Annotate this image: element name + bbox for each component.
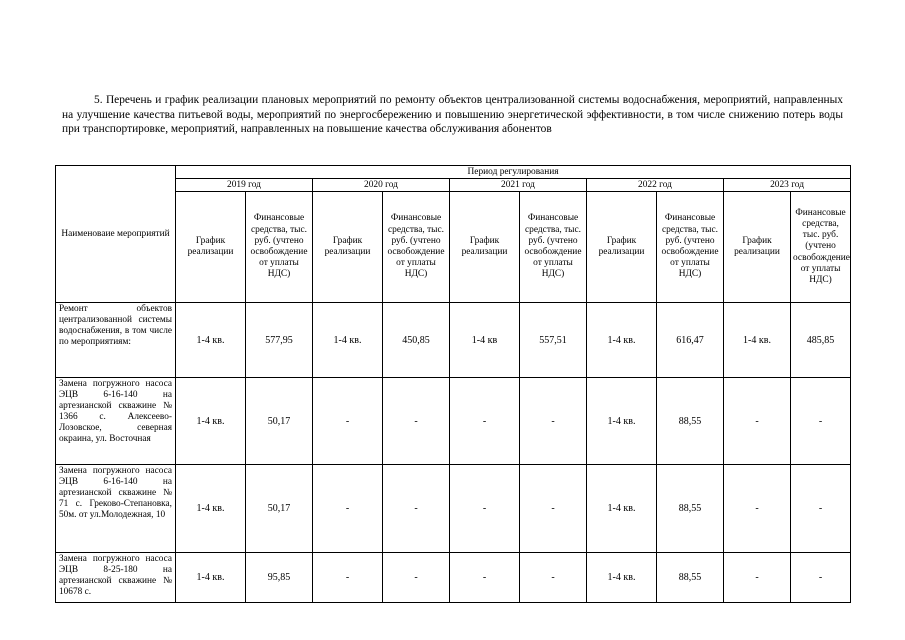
schedule-cell: - [724, 465, 791, 553]
year-header: 2022 год [587, 179, 724, 192]
name-column-header: Наименоваие мероприятий [56, 166, 176, 303]
schedule-cell: 1-4 кв. [587, 465, 657, 553]
finance-cell: - [791, 553, 851, 603]
finance-cell: - [520, 553, 587, 603]
finance-cell: 50,17 [246, 465, 313, 553]
schedule-header: График реализации [587, 192, 657, 303]
year-header: 2021 год [450, 179, 587, 192]
finance-cell: 95,85 [246, 553, 313, 603]
year-header-row [56, 179, 851, 192]
schedule-header: График реализации [313, 192, 383, 303]
finance-cell: 88,55 [657, 553, 724, 603]
finance-cell: 88,55 [657, 465, 724, 553]
finance-header: Финансовые средства, тыс. руб. (учтено освобождение от уплаты НДС) [791, 192, 851, 303]
measure-name: Замена погружного насоса ЭЦВ 8-25-180 на артезианской скважине № 10678 с. [56, 553, 176, 603]
section-heading: 5. Перечень и график реализации плановых мероприятий по ремонту объектов централизованной системы водоснабжения, мероприятий, направленных на улучшение качества питьевой воды, мероприятий по энергосбережению и повышению энергетической эффективности, в том числе снижению потерь воды при транспортировке, мероприятий, направленных на повышение качества обслуживания абонентов [62, 94, 843, 136]
finance-cell: 485,85 [791, 303, 851, 378]
finance-cell: 50,17 [246, 378, 313, 465]
finance-cell: - [383, 378, 450, 465]
finance-header: Финансовые средства, тыс. руб. (учтено освобождение от уплаты НДС) [520, 192, 587, 303]
schedule-cell: 1-4 кв [450, 303, 520, 378]
schedule-cell: - [724, 378, 791, 465]
year-header: 2020 год [313, 179, 450, 192]
period-header: Период регулирования [176, 166, 851, 179]
finance-header: Финансовые средства, тыс. руб. (учтено освобождение от уплаты НДС) [383, 192, 450, 303]
schedule-cell: 1-4 кв. [724, 303, 791, 378]
finance-cell: - [791, 378, 851, 465]
schedule-cell: 1-4 кв. [176, 378, 246, 465]
table-row [56, 553, 851, 603]
finance-cell: 450,85 [383, 303, 450, 378]
measure-name: Замена погружного насоса ЭЦВ 6-16-140 на артезианской скважине № 71 с. Греково-Степановка, 50м. от ул.Молодежная, 10 [56, 465, 176, 553]
schedule-cell: - [313, 465, 383, 553]
plan-table [55, 165, 851, 603]
schedule-header: График реализации [724, 192, 791, 303]
year-header: 2023 год [724, 179, 851, 192]
schedule-cell: 1-4 кв. [176, 553, 246, 603]
finance-header: Финансовые средства, тыс. руб. (учтено освобождение от уплаты НДС) [657, 192, 724, 303]
finance-cell: 577,95 [246, 303, 313, 378]
schedule-cell: 1-4 кв. [587, 378, 657, 465]
schedule-cell: 1-4 кв. [176, 303, 246, 378]
schedule-cell: - [450, 553, 520, 603]
finance-cell: 557,51 [520, 303, 587, 378]
year-header: 2019 год [176, 179, 313, 192]
subheader-row [56, 192, 851, 303]
measure-name: Замена погружного насоса ЭЦВ 6-16-140 на артезианской скважине № 1366 с. Алексеево-Лозовское, северная окраина, ул. Восточная [56, 378, 176, 465]
finance-cell: 616,47 [657, 303, 724, 378]
table-row [56, 378, 851, 465]
finance-cell: - [383, 465, 450, 553]
schedule-cell: 1-4 кв. [587, 553, 657, 603]
schedule-cell: 1-4 кв. [587, 303, 657, 378]
schedule-cell: - [450, 465, 520, 553]
schedule-cell: - [313, 553, 383, 603]
finance-header: Финансовые средства, тыс. руб. (учтено освобождение от уплаты НДС) [246, 192, 313, 303]
schedule-cell: - [313, 378, 383, 465]
schedule-cell: - [724, 553, 791, 603]
table-row [56, 303, 851, 378]
schedule-header: График реализации [176, 192, 246, 303]
schedule-cell: 1-4 кв. [313, 303, 383, 378]
finance-cell: - [383, 553, 450, 603]
schedule-header: График реализации [450, 192, 520, 303]
finance-cell: - [520, 378, 587, 465]
finance-cell: 88,55 [657, 378, 724, 465]
schedule-cell: 1-4 кв. [176, 465, 246, 553]
finance-cell: - [791, 465, 851, 553]
finance-cell: - [520, 465, 587, 553]
measure-name: Ремонт объектов централизованной системы водоснабжения, в том числе по мероприятиям: [56, 303, 176, 378]
table-row [56, 465, 851, 553]
schedule-cell: - [450, 378, 520, 465]
